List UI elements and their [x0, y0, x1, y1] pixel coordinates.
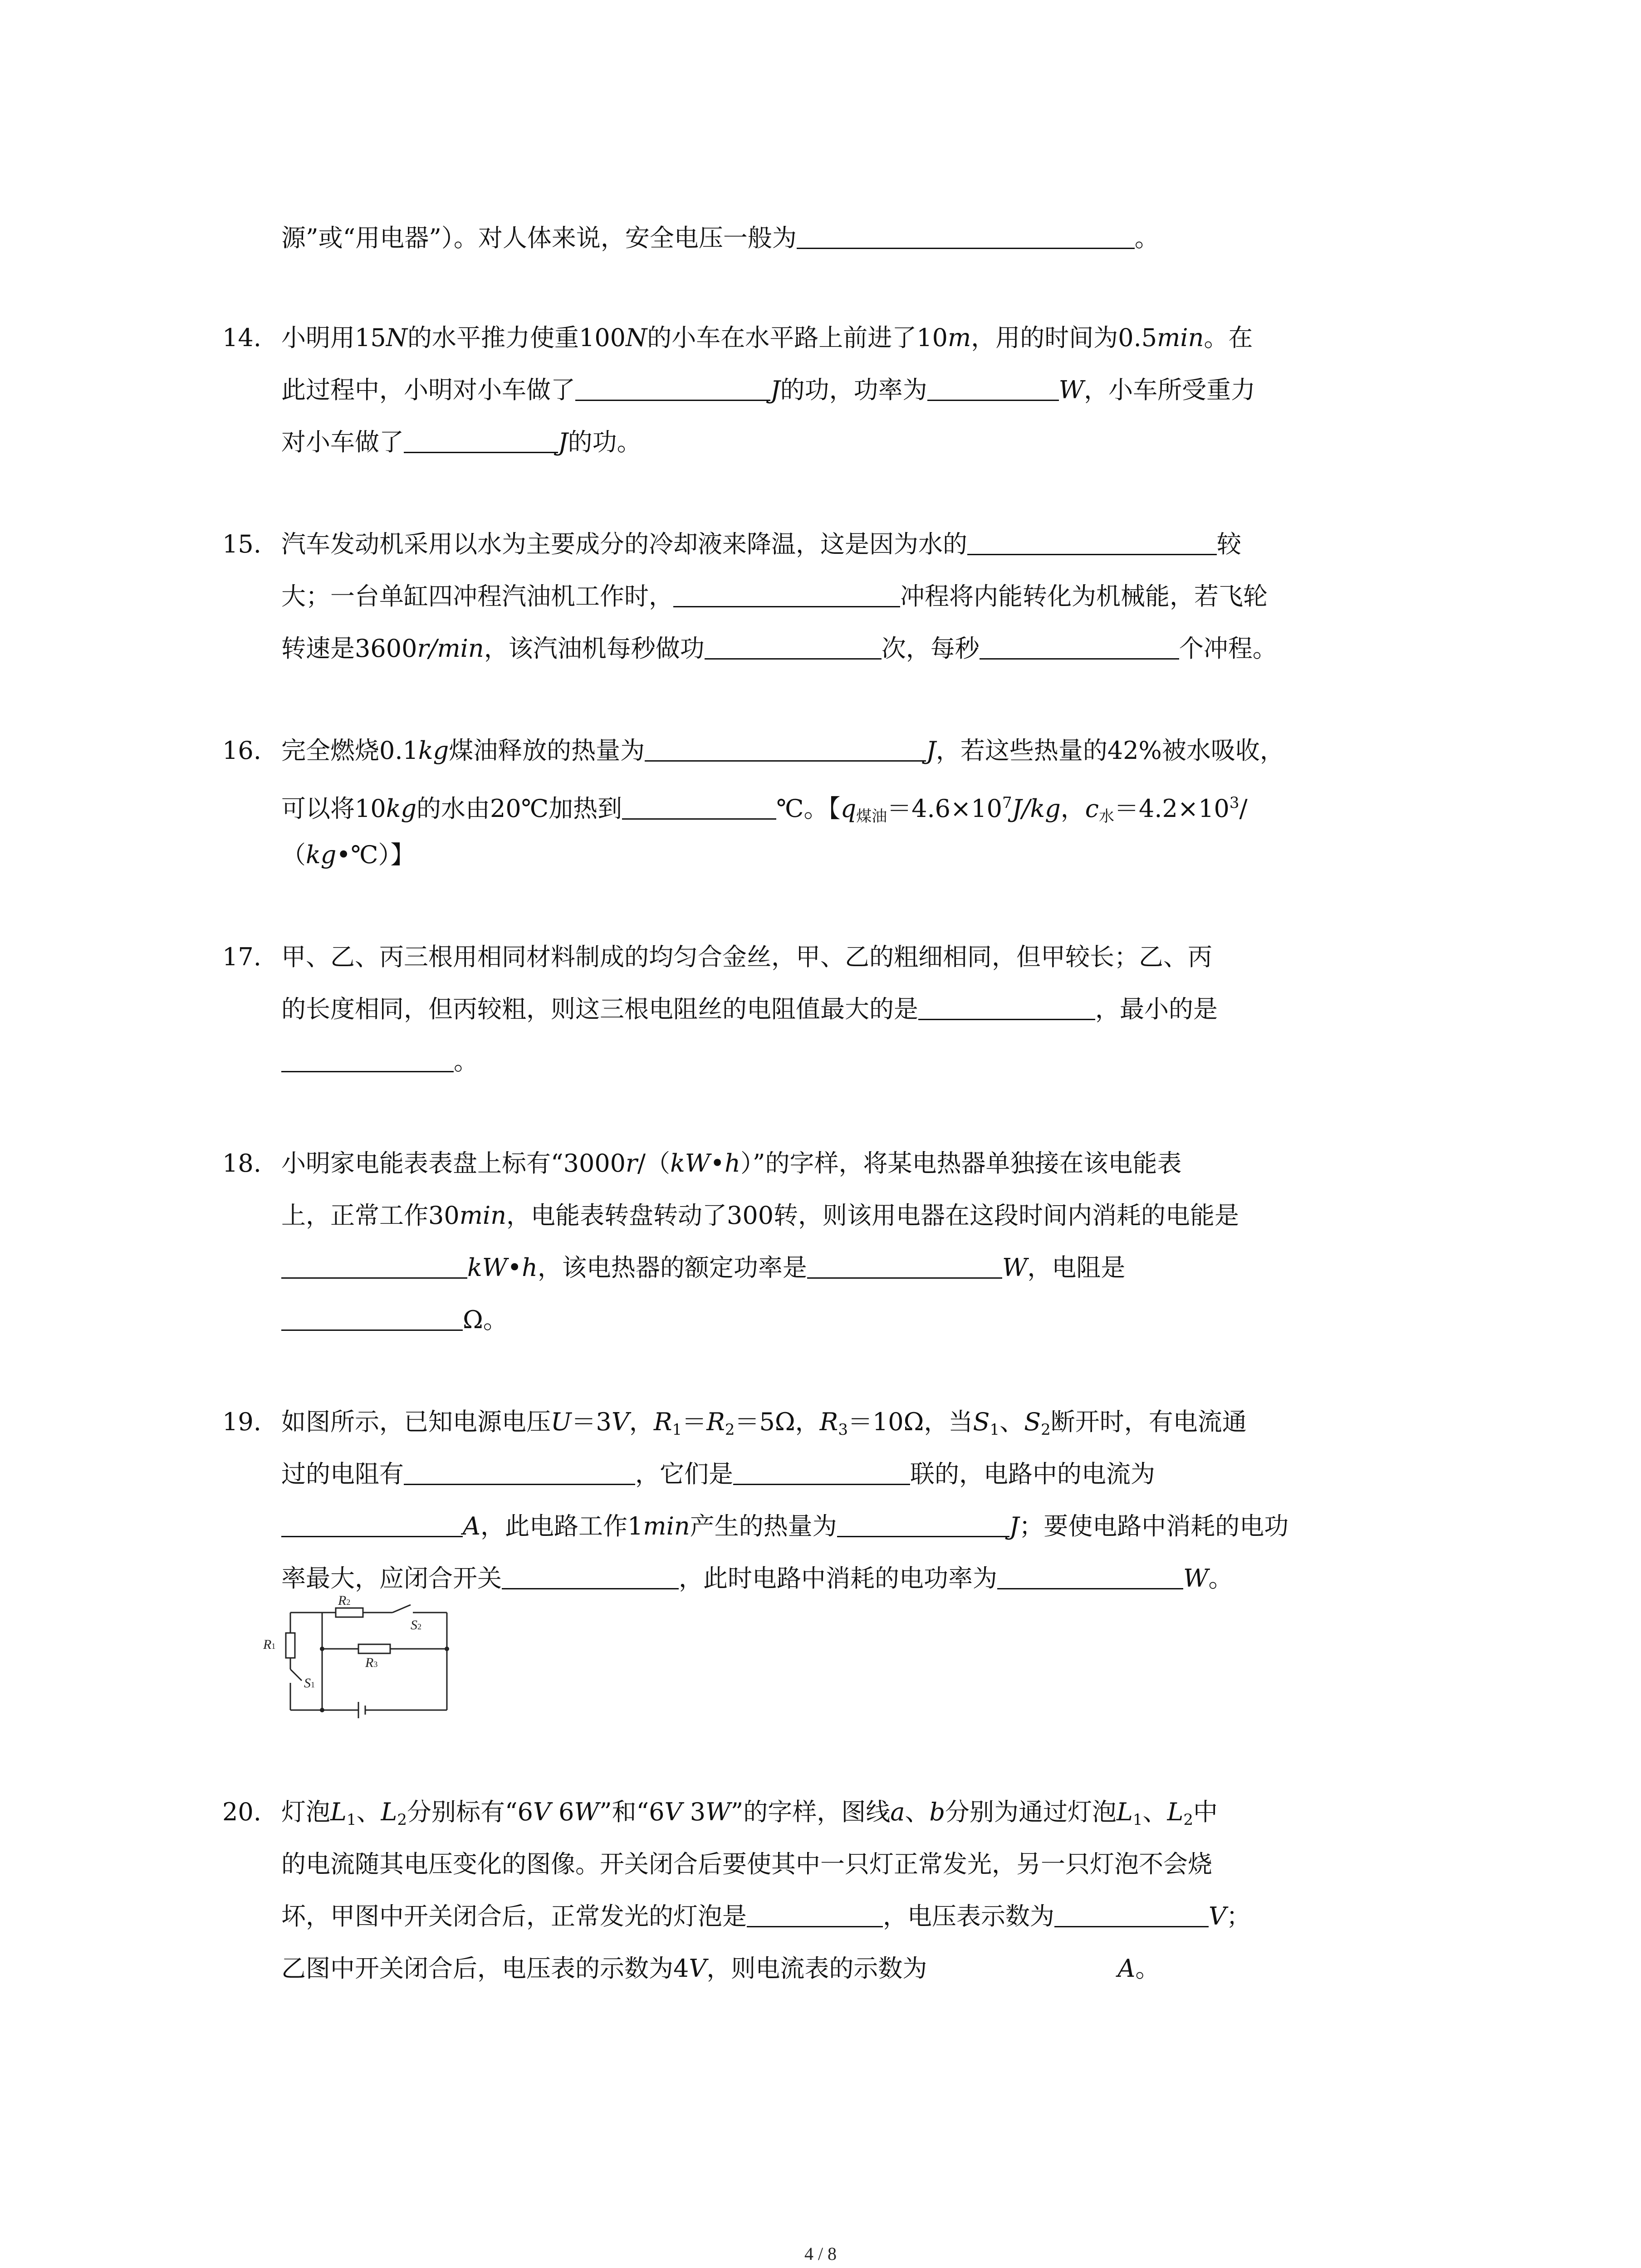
- body-text: ，电阻是: [1027, 1253, 1126, 1282]
- body-text: 的长度相同，但丙较粗，则这三根电阻丝的电阻值最大的是: [281, 995, 918, 1023]
- body-text: 的电流随其电压变化的图像。开关闭合后要使其中一只灯正常发光，另一只灯泡不会烧: [281, 1850, 1212, 1878]
- body-text: 上，正常工作30: [281, 1201, 460, 1230]
- text-line: [281, 222, 1159, 254]
- symbol-text: min: [643, 1512, 690, 1540]
- body-text: ；: [1226, 1902, 1251, 1931]
- body-text: 分别为通过灯泡: [945, 1798, 1117, 1826]
- answer-blank[interactable]: [404, 1466, 635, 1485]
- symbol-text: V: [1209, 1902, 1226, 1931]
- text-line: [281, 1046, 478, 1077]
- body-text: 断开时，有电流通: [1050, 1408, 1247, 1436]
- body-text: 的水平推力使重100: [407, 323, 626, 352]
- symbol-text: U: [551, 1408, 572, 1436]
- body-text: 甲、乙、丙三根用相同材料制成的均匀合金丝，甲、乙的粗细相同，但甲较长；乙、丙: [281, 943, 1212, 971]
- body-text: 小明用15: [281, 323, 386, 352]
- question-number: 17.: [222, 943, 261, 971]
- body-text: ，该汽油机每秒做功: [484, 634, 705, 663]
- symbol-text: A: [1117, 1954, 1136, 1983]
- circuit-diagram: [263, 1593, 463, 1715]
- symbol-text: kg: [306, 841, 337, 869]
- answer-blank[interactable]: [502, 1570, 679, 1589]
- body-text: ＝4.2×10: [1114, 794, 1230, 823]
- answer-blank[interactable]: [980, 640, 1179, 660]
- body-text: /（: [637, 1149, 671, 1178]
- answer-blank[interactable]: [281, 1259, 467, 1279]
- body-text: 可以将10: [281, 794, 386, 823]
- text-line: [281, 426, 642, 458]
- answer-blank[interactable]: [837, 1518, 1009, 1537]
- sub-text: 1: [1132, 1811, 1143, 1829]
- body-text: 乙图中开关闭合后，电压表的示数为4: [281, 1954, 689, 1983]
- text-line: [281, 1510, 1288, 1542]
- text-line: [222, 1148, 1182, 1179]
- symbol-text: J: [926, 736, 936, 765]
- symbol-text: R: [653, 1408, 672, 1436]
- symbol-text: kg: [418, 736, 449, 765]
- body-text: 此过程中，小明对小车做了: [281, 376, 575, 404]
- body-text: 产生的热量为: [690, 1512, 837, 1540]
- sub-text: 1: [989, 1421, 1000, 1439]
- sub-text: 1: [672, 1421, 682, 1439]
- page-number: 4 / 8: [804, 2244, 837, 2264]
- body-text: ＝: [682, 1408, 707, 1436]
- body-text: •: [507, 1253, 522, 1282]
- body-text: 。: [1208, 1564, 1233, 1593]
- symbol-text: q: [840, 794, 857, 823]
- body-text: ，小车所受重力: [1084, 376, 1256, 404]
- text-line: [222, 528, 1241, 560]
- body-text: 冲程将内能转化为机械能，若飞轮: [900, 582, 1268, 611]
- text-line: [281, 1304, 508, 1336]
- body-text: （: [281, 841, 306, 869]
- body-text: ”的字样，图线: [730, 1798, 891, 1826]
- sub-text: 3: [838, 1421, 848, 1439]
- body-text: 、: [999, 1408, 1024, 1436]
- text-line: [281, 993, 1218, 1025]
- body-text: 。: [454, 1047, 478, 1075]
- sub-text: 2: [725, 1421, 735, 1439]
- text-line: [281, 581, 1268, 612]
- symbol-text: min: [459, 1201, 506, 1230]
- symbol-text: N: [386, 323, 407, 352]
- answer-blank[interactable]: [997, 1570, 1183, 1589]
- answer-blank[interactable]: [967, 536, 1217, 555]
- symbol-text: J: [558, 428, 568, 456]
- symbol-text: c: [1085, 794, 1099, 823]
- answer-blank[interactable]: [927, 381, 1059, 401]
- body-text: 、: [1142, 1798, 1167, 1826]
- body-text: Ω。: [463, 1305, 508, 1334]
- sub-text: 2: [1041, 1421, 1051, 1439]
- body-text: 较: [1217, 530, 1241, 558]
- text-line: [281, 633, 1277, 665]
- question-number: 19.: [222, 1408, 261, 1436]
- answer-blank[interactable]: [281, 1518, 463, 1537]
- answer-blank[interactable]: [281, 1053, 454, 1072]
- text-line: [222, 322, 1253, 354]
- body-text: ＝4.6×10: [887, 794, 1002, 823]
- symbol-text: N: [626, 323, 647, 352]
- symbol-text: L: [381, 1798, 397, 1826]
- body-text: 完全燃烧0.1: [281, 736, 418, 765]
- text-line: [281, 839, 415, 871]
- question-number: 14.: [222, 323, 261, 352]
- body-text: 坏，甲图中开关闭合后，正常发光的灯泡是: [281, 1902, 747, 1931]
- body-text: 的水由20℃加热到: [416, 794, 622, 823]
- question-number: 15.: [222, 530, 261, 558]
- body-text: 率最大，应闭合开关: [281, 1564, 502, 1593]
- body-text: ℃。【: [776, 794, 841, 823]
- text-line: [281, 787, 1248, 832]
- symbol-text: W: [705, 1798, 731, 1826]
- symbol-text: r: [626, 1149, 637, 1178]
- text-line: [281, 1901, 1251, 1932]
- symbol-text: h: [725, 1149, 740, 1178]
- text-line: [281, 1458, 1155, 1490]
- body-text: 、: [356, 1798, 381, 1826]
- symbol-text: kg: [386, 794, 417, 823]
- answer-blank[interactable]: [404, 434, 558, 453]
- body-text: ，它们是: [635, 1460, 733, 1488]
- body-text: 次，每秒: [881, 634, 980, 663]
- answer-blank[interactable]: [807, 1259, 1002, 1279]
- answer-blank[interactable]: [733, 1466, 910, 1485]
- symbol-text: S: [973, 1408, 990, 1436]
- label-r1: R1: [263, 1637, 276, 1652]
- body-text: 、: [905, 1798, 930, 1826]
- label-r3: R3: [365, 1655, 378, 1670]
- symbol-text: L: [1117, 1798, 1133, 1826]
- body-text: ，电能表转盘转动了300转，则该用电器在这段时间内消耗的电能是: [506, 1201, 1239, 1230]
- body-text: ，该电热器的额定功率是: [537, 1253, 807, 1282]
- symbol-text: L: [330, 1798, 347, 1826]
- body-text: •℃）】: [336, 841, 415, 869]
- body-text: ＝5Ω，: [735, 1408, 820, 1436]
- body-text: ，: [1060, 794, 1085, 823]
- answer-blank[interactable]: [281, 1311, 463, 1331]
- body-text: ，用的时间为0.5: [971, 323, 1157, 352]
- body-text: 过的电阻有: [281, 1460, 404, 1488]
- body-text: •: [710, 1149, 725, 1178]
- body-text: ；要使电路中消耗的电功: [1019, 1512, 1289, 1540]
- answer-blank[interactable]: [673, 588, 900, 607]
- body-text: 6: [550, 1798, 574, 1826]
- sub-text: 2: [397, 1811, 407, 1829]
- body-text: ，最小的是: [1095, 995, 1218, 1023]
- body-text: 的功，功率为: [780, 376, 927, 404]
- label-s1: S1: [304, 1676, 315, 1691]
- symbol-text: V: [664, 1798, 682, 1826]
- sup-text: 3: [1229, 794, 1239, 812]
- symbol-text: R: [706, 1408, 725, 1436]
- text-line: [281, 1953, 1160, 1984]
- symbol-text: V: [611, 1408, 629, 1436]
- label-r2: R2: [338, 1593, 351, 1608]
- body-text: ”和“6: [599, 1798, 665, 1826]
- answer-blank[interactable]: [575, 381, 770, 401]
- symbol-text: b: [929, 1798, 945, 1826]
- symbol-text: V: [689, 1954, 707, 1983]
- symbol-text: m: [948, 323, 971, 352]
- body-text: 汽车发动机采用以水为主要成分的冷却液来降温，这是因为水的: [281, 530, 967, 558]
- body-text: ＝10Ω，当: [847, 1408, 973, 1436]
- symbol-text: W: [1058, 376, 1084, 404]
- body-text: ，此时电路中消耗的电功率为: [679, 1564, 997, 1593]
- body-text: /: [1239, 794, 1248, 823]
- symbol-text: kW: [670, 1149, 710, 1178]
- text-line: [281, 1200, 1239, 1232]
- symbol-text: J/kg: [1012, 794, 1061, 823]
- body-text: 小明家电能表表盘上标有“3000: [281, 1149, 626, 1178]
- body-text: ，则电流表的示数为: [706, 1954, 927, 1983]
- body-text: 大；一台单缸四冲程汽油机工作时，: [281, 582, 673, 611]
- body-text: 个冲程。: [1179, 634, 1277, 663]
- text-line: [281, 1848, 1212, 1880]
- text-line: [281, 1563, 1233, 1594]
- body-text: 。在: [1204, 323, 1253, 352]
- symbol-text: W: [1002, 1253, 1028, 1282]
- body-text: 转速是3600: [281, 634, 417, 663]
- body-text: ＝3: [571, 1408, 612, 1436]
- symbol-text: h: [522, 1253, 538, 1282]
- answer-blank[interactable]: [797, 230, 1135, 249]
- symbol-text: A: [463, 1512, 480, 1540]
- text-line: [222, 735, 1284, 767]
- body-text: 3: [682, 1798, 706, 1826]
- answer-blank[interactable]: [705, 640, 882, 660]
- symbol-text: a: [890, 1798, 905, 1826]
- symbol-text: S: [1024, 1408, 1041, 1436]
- body-text: 灯泡: [281, 1798, 330, 1826]
- body-text: ，若这些热量的42%被水吸收，: [936, 736, 1284, 765]
- symbol-text: J: [1009, 1512, 1019, 1540]
- sup-text: 7: [1002, 794, 1012, 812]
- body-text: ，电压表示数为: [883, 1902, 1054, 1931]
- question-number: 16.: [222, 736, 261, 765]
- label-s2: S2: [411, 1618, 421, 1633]
- body-text: 的小车在水平路上前进了10: [647, 323, 948, 352]
- sub-text: 1: [346, 1811, 357, 1829]
- symbol-text: r/min: [417, 634, 484, 663]
- question-number: 20.: [222, 1798, 261, 1826]
- body-text: ）”的字样，将某电热器单独接在该电能表: [740, 1149, 1182, 1178]
- body-text: ，: [629, 1408, 654, 1436]
- question-number: 18.: [222, 1149, 261, 1178]
- text-line: [222, 1406, 1247, 1446]
- symbol-text: W: [1183, 1564, 1209, 1593]
- answer-blank[interactable]: [747, 1908, 883, 1927]
- answer-blank[interactable]: [918, 1001, 1095, 1020]
- sub-text: 2: [1183, 1811, 1194, 1829]
- symbol-text: J: [770, 376, 780, 404]
- text-line: [222, 941, 1212, 973]
- text-line: [281, 1252, 1125, 1284]
- body-text: 。: [1135, 1954, 1160, 1983]
- text-line: [281, 374, 1255, 406]
- body-text: ，此电路工作1: [480, 1512, 643, 1540]
- body-text: 对小车做了: [281, 428, 404, 456]
- answer-blank[interactable]: [1054, 1908, 1209, 1927]
- body-text: 煤油释放的热量为: [449, 736, 645, 765]
- body-text: 分别标有“6: [407, 1798, 533, 1826]
- answer-blank[interactable]: [645, 742, 926, 762]
- symbol-text: W: [574, 1798, 600, 1826]
- symbol-text: kW: [467, 1253, 508, 1282]
- body-text: 。: [1134, 224, 1159, 252]
- body-text: 中: [1193, 1798, 1218, 1826]
- symbol-text: min: [1157, 323, 1204, 352]
- body-text: 联的，电路中的电流为: [910, 1460, 1155, 1488]
- sub-text: 煤油: [856, 807, 887, 826]
- body-text: 源”或“用电器”）。对人体来说，安全电压一般为: [281, 224, 797, 252]
- body-text: 的功。: [568, 428, 642, 456]
- text-line: [222, 1796, 1218, 1836]
- symbol-text: L: [1167, 1798, 1184, 1826]
- sub-text: 水: [1099, 807, 1115, 826]
- body-text: 如图所示，已知电源电压: [281, 1408, 551, 1436]
- symbol-text: R: [819, 1408, 838, 1436]
- answer-blank[interactable]: [622, 800, 776, 820]
- symbol-text: V: [533, 1798, 551, 1826]
